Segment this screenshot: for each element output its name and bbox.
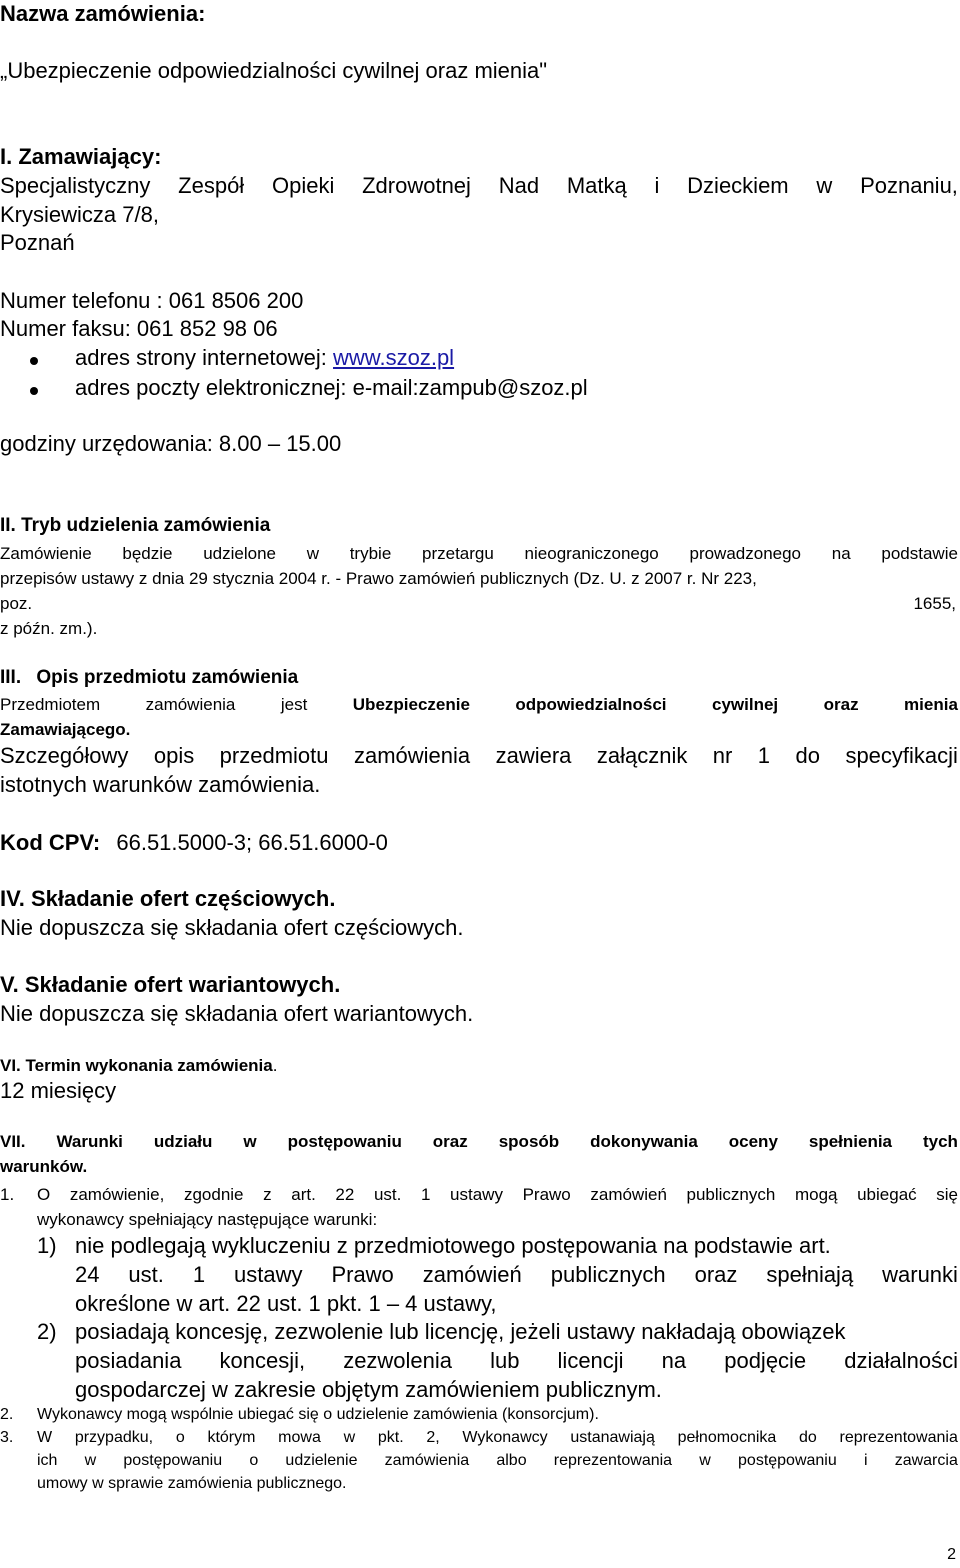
section-3-line-1: Przedmiotem zamówienia jest Ubezpieczenie odpowiedzialności cywilnej oraz mienia <box>0 695 958 714</box>
section-3-detail-line-2: istotnych warunków zamówienia. <box>0 772 321 797</box>
section-5-heading: V. Składanie ofert wariantowych. <box>0 972 341 997</box>
sub-item-1-line-1: nie podlegają wykluczeniu z przedmiotowego postępowania na podstawie art. <box>75 1233 831 1258</box>
section-5-text: Nie dopuszcza się składania ofert wariantowych. <box>0 1001 474 1026</box>
authority-city: Poznań <box>0 230 75 255</box>
sub-item-1-number: 1) <box>37 1233 57 1258</box>
website-link[interactable]: www.szoz.pl <box>333 345 455 370</box>
page-number: 2 <box>947 1546 956 1563</box>
word-poznaniu: Poznaniu, <box>860 173 958 198</box>
section-6-dot: . <box>272 1056 278 1075</box>
section-2-line-1: Zamówienie będzie udzielone w trybie przetargu nieograniczonego prowadzonego na podstawie <box>0 544 958 563</box>
word-opieki: Opieki <box>271 173 335 198</box>
cpv-label: Kod CPV: <box>0 830 101 855</box>
order-name-title: „Ubezpieczenie odpowiedzialności cywilnej oraz mienia" <box>0 58 548 83</box>
section-6-heading <box>0 1057 277 1074</box>
word-w: w <box>816 173 833 198</box>
word-zespol: Zespół <box>178 173 245 198</box>
section-2-line-2: przepisów ustawy z dnia 29 stycznia 2004 r. - Prawo zamówień publicznych (Dz. U. z 2007 r. Nr 223, <box>0 569 757 588</box>
section-6-text: 12 miesięcy <box>0 1078 117 1103</box>
section-7-heading-line-2: warunków. <box>0 1157 88 1176</box>
section-3-detail-line-1: Szczegółowy opis przedmiotu zamówienia zawiera załącznik nr 1 do specyfikacji <box>0 743 958 768</box>
item-1-line-1: O zamówienie, zgodnie z art. 22 ust. 1 ustawy Prawo zamówień publicznych mogą ubiegać się <box>37 1185 958 1204</box>
item-3-line-1: W przypadku, o którym mowa w pkt. 2, Wykonawcy ustanawiają pełnomocnika do reprezentowania <box>37 1429 958 1446</box>
word-nad: Nad <box>498 173 540 198</box>
section-4-heading: IV. Składanie ofert częściowych. <box>0 886 336 911</box>
authority-address: Krysiewicza 7/8, <box>0 202 159 227</box>
section-3-line-2: Zamawiającego. <box>0 720 131 739</box>
section-2-heading: II. Tryb udzielenia zamówienia <box>0 515 271 536</box>
sub-item-1-line-2: 24 ust. 1 ustawy Prawo zamówień publicznych oraz spełniają warunki <box>75 1262 958 1287</box>
item-2-number: 2. <box>0 1406 14 1423</box>
office-hours: godziny urzędowania: 8.00 – 15.00 <box>0 431 342 456</box>
section-6-title: VI. Termin wykonania zamówienia <box>0 1056 273 1075</box>
bullet-icon <box>30 387 38 395</box>
section-2-line-3-right: 1655, <box>913 594 956 613</box>
sub-item-2-number: 2) <box>37 1319 57 1344</box>
sub-item-2-line-1: posiadają koncesję, zezwolenie lub licencję, jeżeli ustawy nakładają obowiązek <box>75 1319 846 1344</box>
section-3-title: Opis przedmiotu zamówienia <box>36 667 299 688</box>
section-2-line-3-left: poz. <box>0 594 33 613</box>
contracting-authority-name <box>0 175 958 197</box>
section-3-number: III. <box>0 667 22 688</box>
word-zdrowotnej: Zdrowotnej <box>362 173 471 198</box>
sub-item-2-line-2: posiadania koncesji, zezwolenia lub licencji na podjęcie działalności <box>75 1348 958 1373</box>
word-specjalistyczny: Specjalistyczny <box>0 173 151 198</box>
section-4-text: Nie dopuszcza się składania ofert częściowych. <box>0 915 464 940</box>
section-7-heading-line-1: VII. Warunki udziału w postępowaniu oraz sposób dokonywania oceny spełnienia tych <box>0 1132 958 1151</box>
website-label: adres strony internetowej: <box>75 345 334 370</box>
website-line <box>75 347 454 369</box>
item-1-number: 1. <box>0 1185 15 1204</box>
word-i: i <box>654 173 660 198</box>
sub-item-2-line-3: gospodarczej w zakresie objętym zamówieniem publicznym. <box>75 1377 662 1402</box>
item-3-line-2: ich w postępowaniu o udzielenie zamówienia albo reprezentowania w postępowaniu i zawarcia <box>37 1452 958 1469</box>
fax-number: Numer faksu: 061 852 98 06 <box>0 316 278 341</box>
cpv-code-line <box>0 832 388 854</box>
phone-number: Numer telefonu : 061 8506 200 <box>0 288 304 313</box>
item-1-line-2: wykonawcy spełniający następujące warunki: <box>37 1210 378 1229</box>
word-dzieckiem: Dzieckiem <box>687 173 789 198</box>
email-line: adres poczty elektronicznej: e-mail:zampub@szoz.pl <box>75 375 588 400</box>
item-2-line-1: Wykonawcy mogą wspólnie ubiegać się o udzielenie zamówienia (konsorcjum). <box>37 1406 599 1423</box>
section-1-heading: I. Zamawiający: <box>0 144 162 169</box>
section-3-heading <box>0 668 298 687</box>
sub-item-1-line-3: określone w art. 22 ust. 1 pkt. 1 – 4 ustawy, <box>75 1291 497 1316</box>
section-2-line-4: z późn. zm.). <box>0 619 98 638</box>
item-3-number: 3. <box>0 1429 14 1446</box>
order-name-heading: Nazwa zamówienia: <box>0 1 206 26</box>
item-3-line-3: umowy w sprawie zamówienia publicznego. <box>37 1475 347 1492</box>
word-matka: Matką <box>566 173 627 198</box>
cpv-value: 66.51.5000-3; 66.51.6000-0 <box>116 830 388 855</box>
bullet-icon <box>30 357 38 365</box>
